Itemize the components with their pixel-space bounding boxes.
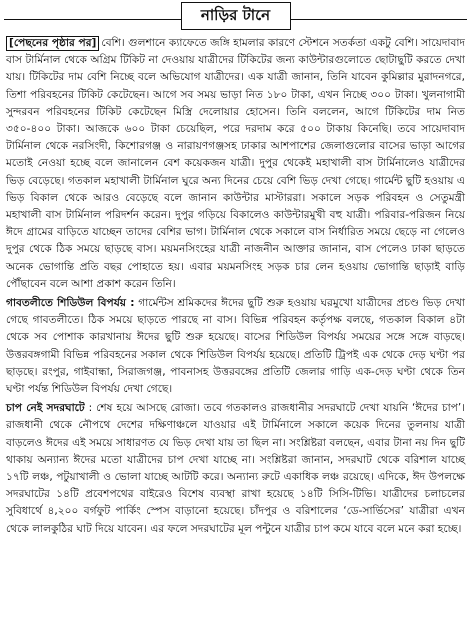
newspaper-clipping (0, 2, 471, 629)
schedule-section (6, 295, 465, 398)
continuation-kicker: [পেছনের পৃষ্ঠার পর] (6, 36, 99, 51)
schedule-text: গার্মেন্টস শ্রমিকদের ঈদের ছুটি শুরু হওয়ায় ঘরমুখো যাত্রীদের প্রচণ্ড ভিড় দেখা গেছে গাবতলীতে। ঠিক সময়ে ছাড়তে পারছে না বাস। বিভিন্ন পরিবহন কর্তৃপক্ষ বলছে, গতকাল বিকাল ৪টা থেকে সব পোশাক কারখানায় ঈদের ছুটি শুরু হয়েছে। বাসের শিডিউল বিপর্যয় সময়ের সঙ্গে সঙ্গে বাড়ছে। উত্তরবঙ্গগামী বিভিন্ন পরিবহনের সকাল থেকে শিডিউল বিপর্যয় হয়েছে। প্রতিটি ট্রিপই এক থেকে দেড় ঘণ্টা পর ছাড়ছে। রংপুর, গাইবান্ধা, সিরাজগঞ্জ, পাবনাসহ উত্তরবঙ্গের প্রতিটি জেলার গাড়ি এক-দেড় ঘণ্টা থেকে তিন ঘণ্টা পর্যন্ত শিডিউল বিপর্যয় দেখা গেছে। (6, 297, 465, 396)
headline: নাড়ির টানে (181, 2, 291, 30)
article-body (6, 35, 465, 538)
port-text: : শেষ হয়ে আসছে রোজা। তবে গতকালও রাজধানীর সদরঘাটে দেখা যায়নি ‘ঈদের চাপ’। রাজধানী থেকে নৌপথে দেশের দক্ষিণাঞ্চলে যাওয়ার এই টার্মিনালে সকালে কয়েক দিনের তুলনায় যাত্রী বাড়লেও ঈদের এই সময়ে সাধারণত যে ভিড় দেখা যায় তা ছিল না। সংশ্লিষ্টরা বলছেন, এবার টানা নয় দিন ছুটি থাকায় অন্যান্য ঈদের মতো যাত্রীদের চাপ দেখা যাচ্ছে না। সংশ্লিষ্টরা জানান, সদরঘাট থেকে বরিশাল যাচ্ছে ১৭টি লঞ্চ, পটুয়াখালী ও ভোলা যাচ্ছে আটটি করে। অন্যান্য রুটে একাধিক লঞ্চ রয়েছে। এদিকে, ঈদ উপলক্ষে সদরঘাটের ১৪টি প্রবেশপথের বাইরেও বিশেষ ব্যবস্থা রাখা হয়েছে ১৪টি সিসি-টিভি। যাত্রীদের চলাচলের সুবিধার্থে ৪,২০০ বর্গফুট পার্কিং স্পেস বাড়ানো হয়েছে। চাঁদপুর ও বরিশালের ‘ডে-সার্ভিসের’ যাত্রীরা এখন থেকে লালকুঠির ঘাট দিয়ে যাবেন। এর ফলে সদরঘাটের মূল পন্টুনে যাত্রীর চাপ কমে যাবে বলে মনে করা হচ্ছে। (6, 402, 465, 535)
port-subheading: চাপ নেই সদরঘাটে (6, 402, 85, 415)
schedule-subheading: গাবতলীতে শিডিউল বিপর্যয় : (6, 297, 135, 310)
intro-paragraph (6, 35, 465, 293)
port-section (6, 400, 465, 538)
intro-text: বেশি। গুলশানে ক্যাফেতে জঙ্গি হামলার কারণে স্টেশনে সতর্কতা একটু বেশি। সায়েদাবাদ বাস টার্মিনাল থেকে অগ্রিম টিকিট না দেওয়ায় যাত্রীদের টিকিটের জন্য কাউন্টারগুলোতে ছোটাছুটি করতে দেখা যায়। টিকিটের দাম বেশি নিচ্ছে বলে অভিযোগ যাত্রীদের। এক যাত্রী জানান, তিনি যাবেন কুমিল্লার মুরাদনগরে, তিশা পরিবহনের টিকিট কেটেছেন। আগে সব সময় ভাড়া নিত ১৮০ টাকা, এখন নিচ্ছে ৩০০ টাকা। খুলনাগামী সুন্দরবন পরিবহনের টিকিট কেটেছেন মিস্ত্রি দেলোয়ার হোসেন। তিনি বললেন, আগে টিকিটের দাম নিত ৩৫০-৪০০ টাকা। আজকে ৬০০ টাকা চেয়েছিল, পরে দরদাম করে ৫০০ টাকায় কিনেছি। তবে সায়েদাবাদ টার্মিনাল থেকে নরসিংদী, কিশোরগঞ্জ ও নারায়ণগঞ্জসহ ঢাকার আশপাশের জেলাগুলোর বাসের ভাড়া আগের মতোই নেওয়া হচ্ছে বলে জানালেন বেশ কয়েকজন যাত্রী। দুপুর থেকেই মহাখালী বাস টার্মিনালেও যাত্রীদের ভিড় বেড়েছে। গতকাল মহাখালী টার্মিনাল ঘুরে অন্য দিনের চেয়ে বেশি ভিড় দেখা গেছে। গার্মেন্ট ছুটি হওয়ায় এ ভিড় বিকাল থেকে আরও বেড়েছে বলে জানান কাউন্টার মাস্টাররা। সকালে সড়ক পরিবহন ও সেতুমন্ত্রী মহাখালী বাস টার্মিনাল পরিদর্শন করেন। দুপুর গড়িয়ে বিকালেও কাউন্টারমুখী বহু যাত্রী। পরিবার-পরিজন নিয়ে ঈদে গ্রামের বাড়িতে যাচ্ছেন তাদের বেশির ভাগ। টার্মিনাল থেকে সকালে বাস নির্ধারিত সময়ে ছেড়ে না গেলেও দুপুর থেকে ঠিক সময়ে ছাড়ছে বাস। ময়মনসিংহের যাত্রী নাজনীন আক্তার জানান, বাস পেলেও ঢাকা ছাড়তে অনেক ভোগান্তি প্রতি বছর পোহাতে হয়। এবার ময়মনসিংহ সড়ক চার লেন হওয়ায় ভোগান্তি ছাড়াই বাড়ি পৌঁছাবেন বলে আশা প্রকাশ করেন তিনি। (6, 37, 465, 290)
